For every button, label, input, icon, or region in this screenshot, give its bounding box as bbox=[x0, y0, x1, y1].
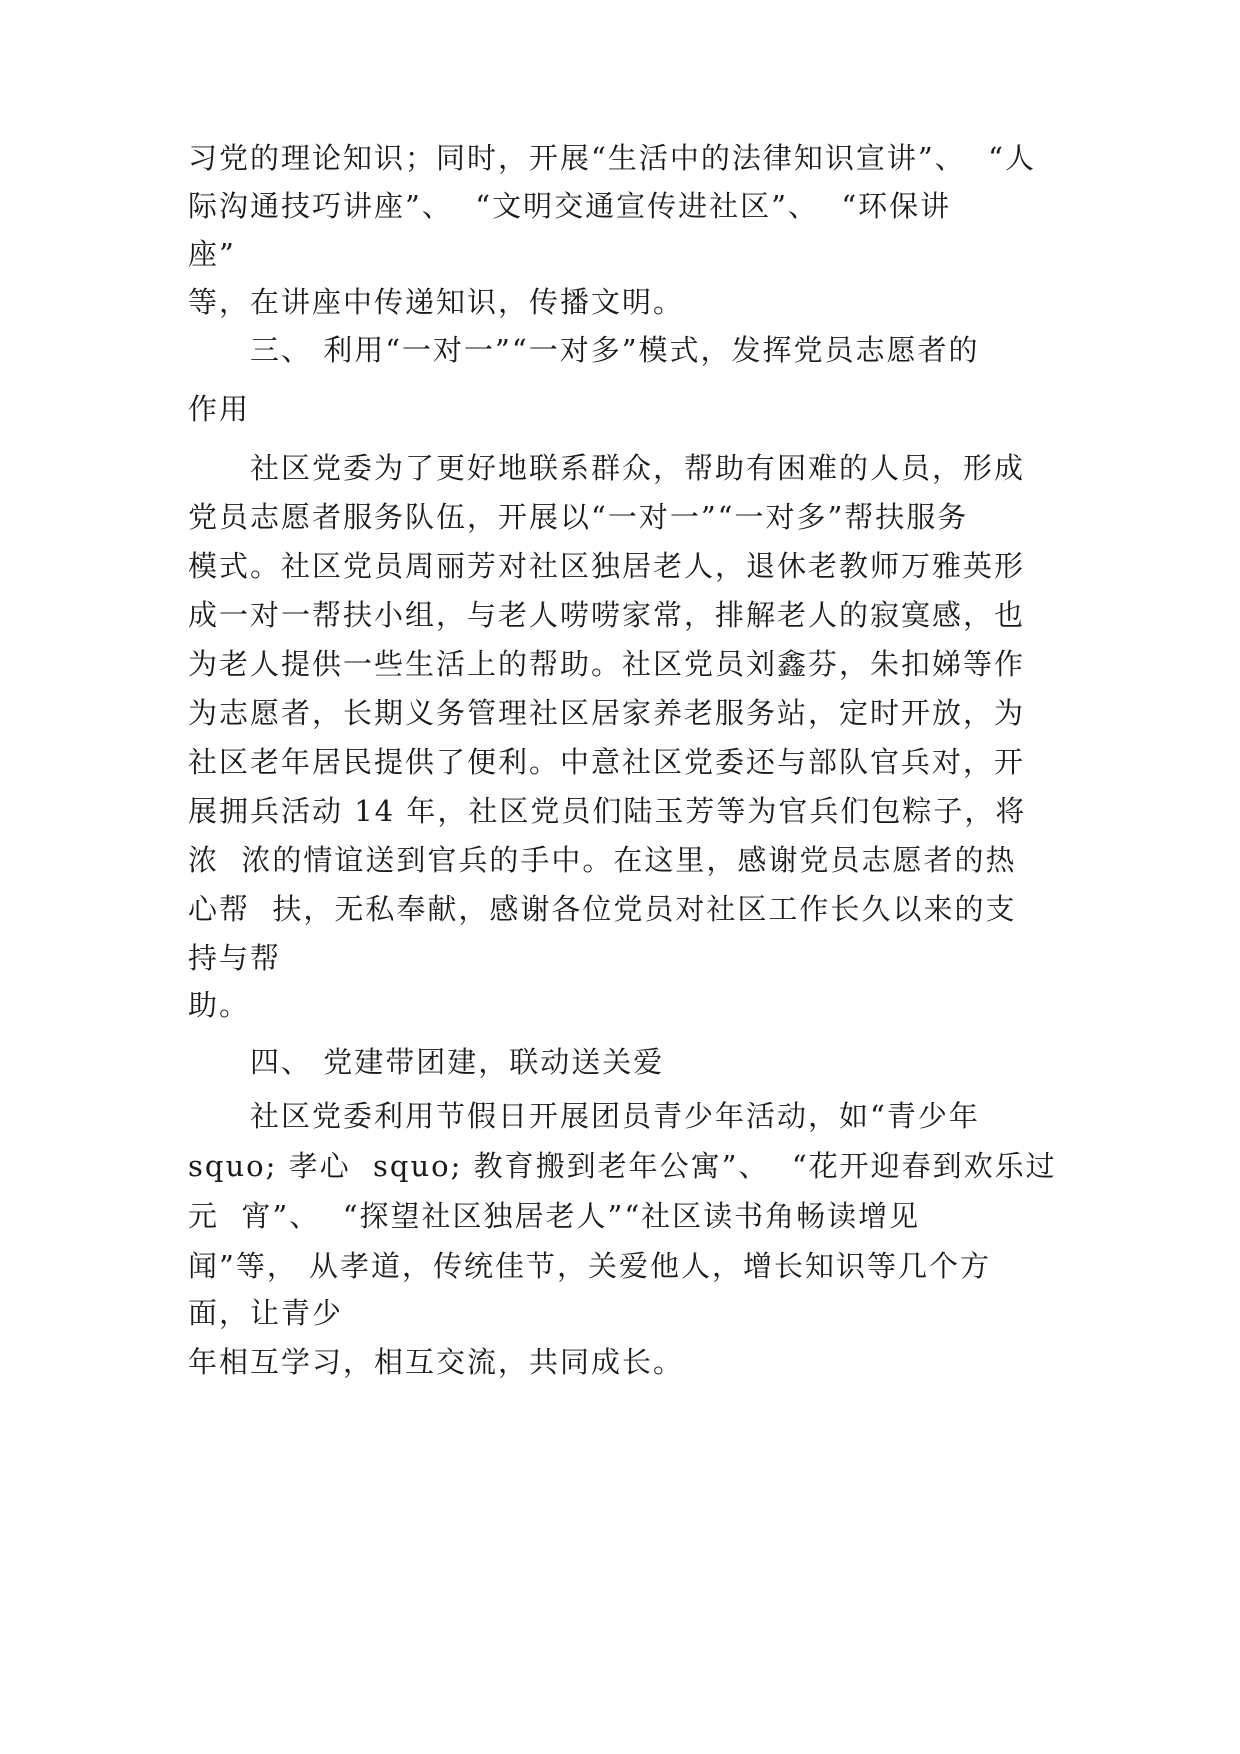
text-line: 党员志愿者服务队伍，开展以“一对一”“一对多”帮扶服务 bbox=[188, 500, 969, 534]
text-line: 展拥兵活动 14 年，社区党员们陆玉芳等为官兵们包粽子，将 bbox=[188, 794, 1027, 828]
text-line: 习党的理论知识；同时，开展“生活中的法律知识宣讲”、 “人 bbox=[188, 141, 1036, 175]
section-heading-4: 四、 党建带团建，联动送关爱 bbox=[250, 1045, 665, 1079]
text-line: squo; 孝心 squo; 教育搬到老年公寓”、 “花开迎春到欢乐过 bbox=[188, 1149, 1057, 1183]
text-line: 模式。社区党员周丽芳对社区独居老人，退休老教师万雅英形 bbox=[188, 549, 1026, 583]
text-line: 际沟通技巧讲座”、 “文明交通宣传进社区”、 “环保讲 bbox=[188, 189, 952, 223]
text-line: 助。 bbox=[188, 988, 251, 1022]
section-heading-3: 三、 利用“一对一”“一对多”模式，发挥党员志愿者的 bbox=[250, 333, 980, 367]
text-line: 为志愿者，长期义务管理社区居家养老服务站，定时开放，为 bbox=[188, 696, 1026, 730]
text-line: 作用 bbox=[188, 392, 251, 426]
text-line: 为老人提供一些生活上的帮助。社区党员刘鑫芬，朱扣娣等作 bbox=[188, 647, 1026, 681]
text-line: 持与帮 bbox=[188, 941, 282, 975]
paragraph-start: 社区党委利用节假日开展团员青少年活动，如“青少年 bbox=[250, 1099, 980, 1133]
text-line: 面，让青少 bbox=[188, 1296, 344, 1330]
text-line: 社区老年居民提供了便利。中意社区党委还与部队官兵对，开 bbox=[188, 745, 1026, 779]
text-line: 元 宵”、 “探望社区独居老人”“社区读书角畅读增见 bbox=[188, 1199, 921, 1233]
text-line: 浓 浓的情谊送到官兵的手中。在这里，感谢党员志愿者的热 bbox=[188, 843, 1017, 877]
text-line: 成一对一帮扶小组，与老人唠唠家常，排解老人的寂寞感，也 bbox=[188, 598, 1026, 632]
paragraph-start: 社区党委为了更好地联系群众，帮助有困难的人员，形成 bbox=[250, 451, 1026, 485]
text-line: 座” bbox=[188, 237, 236, 271]
text-line: 闻”等， 从孝道，传统佳节，关爱他人，增长知识等几个方 bbox=[188, 1249, 992, 1283]
text-line: 年相互学习，相互交流，共同成长。 bbox=[188, 1345, 685, 1379]
text-line: 等，在讲座中传递知识，传播文明。 bbox=[188, 285, 685, 319]
text-line: 心帮 扶，无私奉献，感谢各位党员对社区工作长久以来的支 bbox=[188, 892, 1017, 926]
